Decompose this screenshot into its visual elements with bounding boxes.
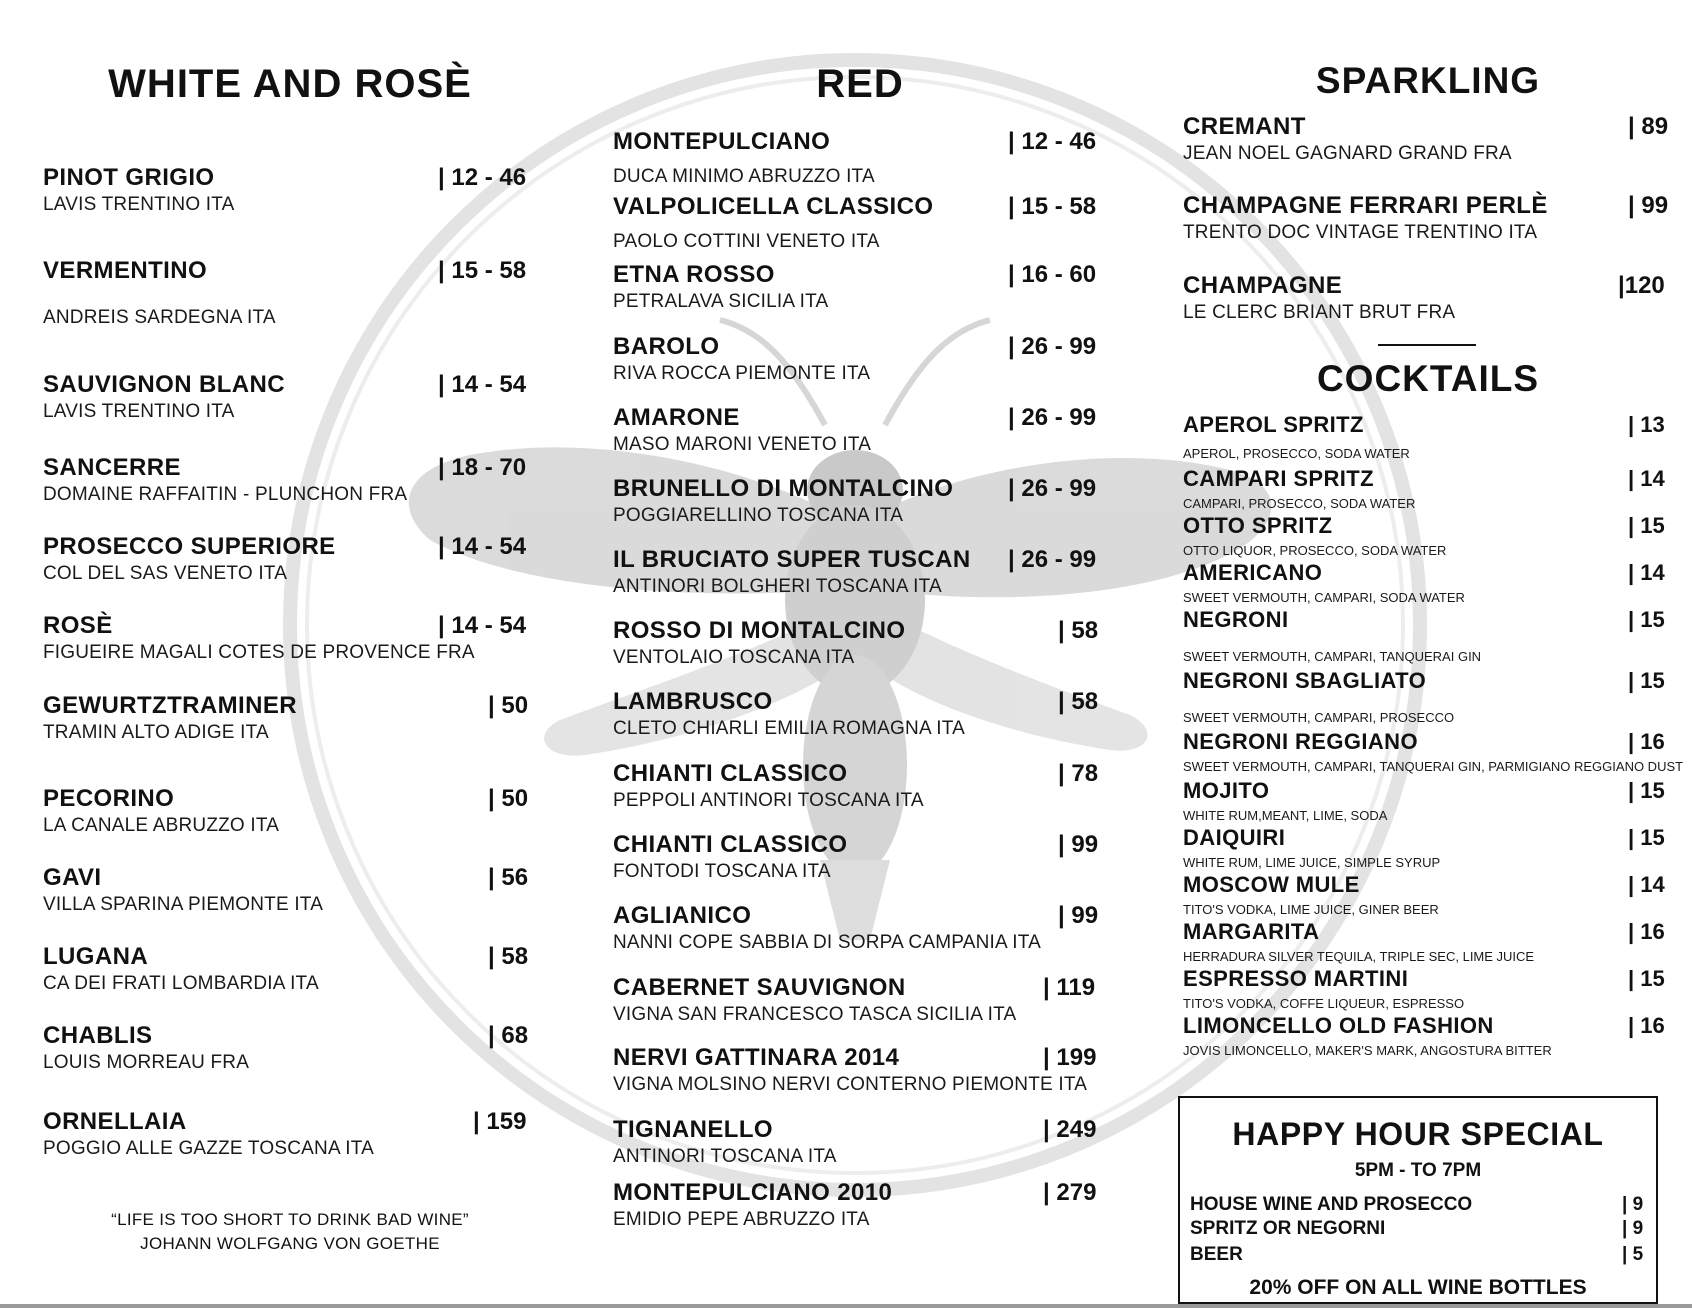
item-description: ANTINORI BOLGHERI TOSCANA ITA [613, 576, 942, 597]
item-description: LE CLERC BRIANT BRUT FRA [1183, 302, 1456, 323]
item-name: GAVI [43, 864, 102, 891]
item-description: CAMPARI, PROSECCO, SODA WATER [1183, 496, 1416, 511]
item-description: VENTOLAIO TOSCANA ITA [613, 647, 855, 668]
item-price: | 58 [1058, 688, 1099, 715]
item-price: | 15 [1628, 966, 1665, 991]
item-price: | 16 [1628, 1013, 1665, 1038]
item-price: | 15 [1628, 668, 1665, 693]
item-description: LA CANALE ABRUZZO ITA [43, 815, 280, 836]
item-name: AMERICANO [1183, 560, 1323, 585]
item-price: | 15 [1628, 778, 1665, 803]
item-name: ORNELLAIA [43, 1108, 187, 1135]
item-price: | 26 - 99 [1008, 475, 1097, 502]
item-name: VERMENTINO [43, 257, 208, 284]
item-name: ETNA ROSSO [613, 261, 775, 288]
item-description: LOUIS MORREAU FRA [43, 1052, 250, 1073]
happy-hour-item-price: | 9 [1622, 1218, 1644, 1239]
item-description: COL DEL SAS VENETO ITA [43, 563, 288, 584]
happy-hour-item-name: SPRITZ OR NEGORNI [1190, 1218, 1386, 1239]
item-description: FIGUEIRE MAGALI COTES DE PROVENCE FRA [43, 642, 475, 663]
item-name: TIGNANELLO [613, 1116, 773, 1143]
item-name: MOJITO [1183, 778, 1270, 803]
item-name: CHIANTI CLASSICO [613, 760, 848, 787]
item-name: AGLIANICO [613, 902, 752, 929]
item-description: DUCA MINIMO ABRUZZO ITA [613, 166, 875, 187]
item-price: | 26 - 99 [1008, 404, 1097, 431]
item-price: | 89 [1628, 113, 1669, 140]
page-bottom-border [0, 1304, 1692, 1308]
item-name: BAROLO [613, 333, 720, 360]
happy-hour-item-name: HOUSE WINE AND PROSECCO [1190, 1194, 1473, 1215]
item-price: | 12 - 46 [438, 164, 527, 191]
item-price: | 18 - 70 [438, 454, 527, 481]
item-price: | 14 - 54 [438, 612, 527, 639]
item-price: | 14 [1628, 872, 1665, 897]
item-price: | 199 [1043, 1044, 1097, 1071]
item-price: | 15 - 58 [438, 257, 527, 284]
item-description: RIVA ROCCA PIEMONTE ITA [613, 363, 871, 384]
item-description: WHITE RUM,MEANT, LIME, SODA [1183, 808, 1388, 823]
sparkling-heading: SPARKLING [1315, 60, 1541, 101]
red-list [613, 0, 1103, 1240]
cocktails-list [1183, 0, 1684, 1070]
item-name: MONTEPULCIANO [613, 128, 831, 155]
item-price: | 249 [1043, 1116, 1097, 1143]
item-name: CHIANTI CLASSICO [613, 831, 848, 858]
item-price: | 99 [1058, 902, 1099, 929]
happy-hour-title: HAPPY HOUR SPECIAL [1232, 1116, 1604, 1152]
happy-hour-item-name: BEER [1190, 1244, 1243, 1265]
item-price: | 15 [1628, 607, 1665, 632]
item-name: ROSSO DI MONTALCINO [613, 617, 906, 644]
item-price: | 279 [1043, 1179, 1097, 1206]
item-description: SWEET VERMOUTH, CAMPARI, TANQUERAI GIN, PARMIGIANO REGGIANO DUST [1183, 759, 1684, 774]
item-name: MARGARITA [1183, 919, 1320, 944]
item-description: LAVIS TRENTINO ITA [43, 194, 235, 215]
item-description: JOVIS LIMONCELLO, MAKER'S MARK, ANGOSTURA BITTER [1183, 1043, 1552, 1058]
item-description: TITO'S VODKA, LIME JUICE, GINER BEER [1183, 902, 1439, 917]
item-price: | 159 [473, 1108, 527, 1135]
item-price: | 16 [1628, 729, 1665, 754]
item-name: CHAMPAGNE FERRARI PERLÈ [1183, 192, 1548, 219]
item-name: PINOT GRIGIO [43, 164, 215, 191]
item-name: MOSCOW MULE [1183, 872, 1360, 897]
item-name: LIMONCELLO OLD FASHION [1183, 1013, 1494, 1038]
item-description: OTTO LIQUOR, PROSECCO, SODA WATER [1183, 543, 1447, 558]
happy-hour-footer: 20% OFF ON ALL WINE BOTTLES [1249, 1276, 1587, 1299]
item-description: ANTINORI TOSCANA ITA [613, 1146, 837, 1167]
item-name: SANCERRE [43, 454, 181, 481]
item-description: VIGNA MOLSINO NERVI CONTERNO PIEMONTE ITA [613, 1074, 1088, 1095]
item-name: DAIQUIRI [1183, 825, 1286, 850]
item-description: HERRADURA SILVER TEQUILA, TRIPLE SEC, LIME JUICE [1183, 949, 1535, 964]
item-price: | 58 [488, 943, 529, 970]
item-price: | 26 - 99 [1008, 546, 1097, 573]
item-description: TITO'S VODKA, COFFE LIQUEUR, ESPRESSO [1183, 996, 1465, 1011]
item-description: WHITE RUM, LIME JUICE, SIMPLE SYRUP [1183, 855, 1441, 870]
item-price: | 16 [1628, 919, 1665, 944]
item-name: LUGANA [43, 943, 149, 970]
item-price: | 58 [1058, 617, 1099, 644]
item-price: | 99 [1628, 192, 1669, 219]
item-description: SWEET VERMOUTH, CAMPARI, TANQUERAI GIN [1183, 649, 1482, 664]
item-name: ROSÈ [43, 612, 113, 639]
happy-hour-item-price: | 9 [1622, 1194, 1644, 1215]
item-description: TRAMIN ALTO ADIGE ITA [43, 722, 269, 743]
item-price: | 99 [1058, 831, 1099, 858]
item-description: MASO MARONI VENETO ITA [613, 434, 872, 455]
item-description: ANDREIS SARDEGNA ITA [43, 307, 276, 328]
item-name: NEGRONI REGGIANO [1183, 729, 1418, 754]
item-price: | 12 - 46 [1008, 128, 1097, 155]
item-description: POGGIARELLINO TOSCANA ITA [613, 505, 904, 526]
item-description: CA DEI FRATI LOMBARDIA ITA [43, 973, 319, 994]
item-price: | 50 [488, 785, 529, 812]
item-name: OTTO SPRITZ [1183, 513, 1333, 538]
item-name: MONTEPULCIANO 2010 [613, 1179, 893, 1206]
happy-hour-item-price: | 5 [1622, 1244, 1644, 1265]
item-price: | 14 [1628, 560, 1665, 585]
item-name: BRUNELLO DI MONTALCINO [613, 475, 954, 502]
cocktails-heading: COCKTAILS [1316, 358, 1540, 399]
item-description: APEROL, PROSECCO, SODA WATER [1183, 446, 1410, 461]
item-price: | 14 - 54 [438, 533, 527, 560]
item-name: PROSECCO SUPERIORE [43, 533, 336, 560]
item-name: IL BRUCIATO SUPER TUSCAN [613, 546, 971, 573]
item-description: PEPPOLI ANTINORI TOSCANA ITA [613, 790, 924, 811]
item-price: | 13 [1628, 412, 1665, 437]
item-description: VILLA SPARINA PIEMONTE ITA [43, 894, 324, 915]
item-description: LAVIS TRENTINO ITA [43, 401, 235, 422]
item-name: CREMANT [1183, 113, 1306, 140]
item-description: PETRALAVA SICILIA ITA [613, 291, 829, 312]
item-name: CAMPARI SPRITZ [1183, 466, 1374, 491]
item-price: | 15 [1628, 825, 1665, 850]
item-name: PECORINO [43, 785, 175, 812]
item-price: | 119 [1043, 974, 1096, 1001]
red-heading: RED [816, 62, 904, 106]
item-price: | 15 [1628, 513, 1665, 538]
item-name: NERVI GATTINARA 2014 [613, 1044, 900, 1071]
item-name: VALPOLICELLA CLASSICO [613, 193, 934, 220]
white-rose-heading: WHITE AND ROSÈ [108, 62, 472, 106]
item-price: | 16 - 60 [1008, 261, 1097, 288]
quote-text: “LIFE IS TOO SHORT TO DRINK BAD WINE” [111, 1210, 469, 1229]
item-description: VIGNA SAN FRANCESCO TASCA SICILIA ITA [613, 1004, 1017, 1025]
happy-hour-hours: 5PM - TO 7PM [1354, 1160, 1482, 1181]
white-rose-list [43, 0, 533, 1160]
item-price: | 50 [488, 692, 529, 719]
quote-author: JOHANN WOLFGANG VON GOETHE [140, 1234, 440, 1253]
item-description: EMIDIO PEPE ABRUZZO ITA [613, 1209, 870, 1230]
goethe-quote [60, 1208, 520, 1256]
item-name: NEGRONI [1183, 607, 1289, 632]
item-description: JEAN NOEL GAGNARD GRAND FRA [1183, 143, 1512, 164]
item-description: FONTODI TOSCANA ITA [613, 861, 831, 882]
item-price: | 26 - 99 [1008, 333, 1097, 360]
item-price: | 68 [488, 1022, 529, 1049]
item-name: ESPRESSO MARTINI [1183, 966, 1409, 991]
item-description: NANNI COPE SABBIA DI SORPA CAMPANIA ITA [613, 932, 1042, 953]
item-price: | 78 [1058, 760, 1099, 787]
item-price: | 14 - 54 [438, 371, 527, 398]
happy-hour-box [1178, 1096, 1658, 1304]
item-name: SAUVIGNON BLANC [43, 371, 286, 398]
item-price: | 14 [1628, 466, 1665, 491]
item-description: CLETO CHIARLI EMILIA ROMAGNA ITA [613, 718, 965, 739]
item-name: GEWURTZTRAMINER [43, 692, 297, 719]
item-description: POGGIO ALLE GAZZE TOSCANA ITA [43, 1138, 375, 1159]
item-description: DOMAINE RAFFAITIN - PLUNCHON FRA [43, 484, 408, 505]
item-name: APEROL SPRITZ [1183, 412, 1364, 437]
item-name: NEGRONI SBAGLIATO [1183, 668, 1427, 693]
item-name: AMARONE [613, 404, 740, 431]
item-price: |120 [1618, 272, 1665, 299]
item-description: PAOLO COTTINI VENETO ITA [613, 231, 880, 252]
item-name: CABERNET SAUVIGNON [613, 974, 906, 1001]
item-description: SWEET VERMOUTH, CAMPARI, PROSECCO [1183, 710, 1455, 725]
item-name: CHAMPAGNE [1183, 272, 1343, 299]
item-name: CHABLIS [43, 1022, 153, 1049]
item-description: SWEET VERMOUTH, CAMPARI, SODA WATER [1183, 590, 1465, 605]
item-description: TRENTO DOC VINTAGE TRENTINO ITA [1183, 222, 1538, 243]
item-price: | 56 [488, 864, 529, 891]
item-price: | 15 - 58 [1008, 193, 1097, 220]
item-name: LAMBRUSCO [613, 688, 773, 715]
